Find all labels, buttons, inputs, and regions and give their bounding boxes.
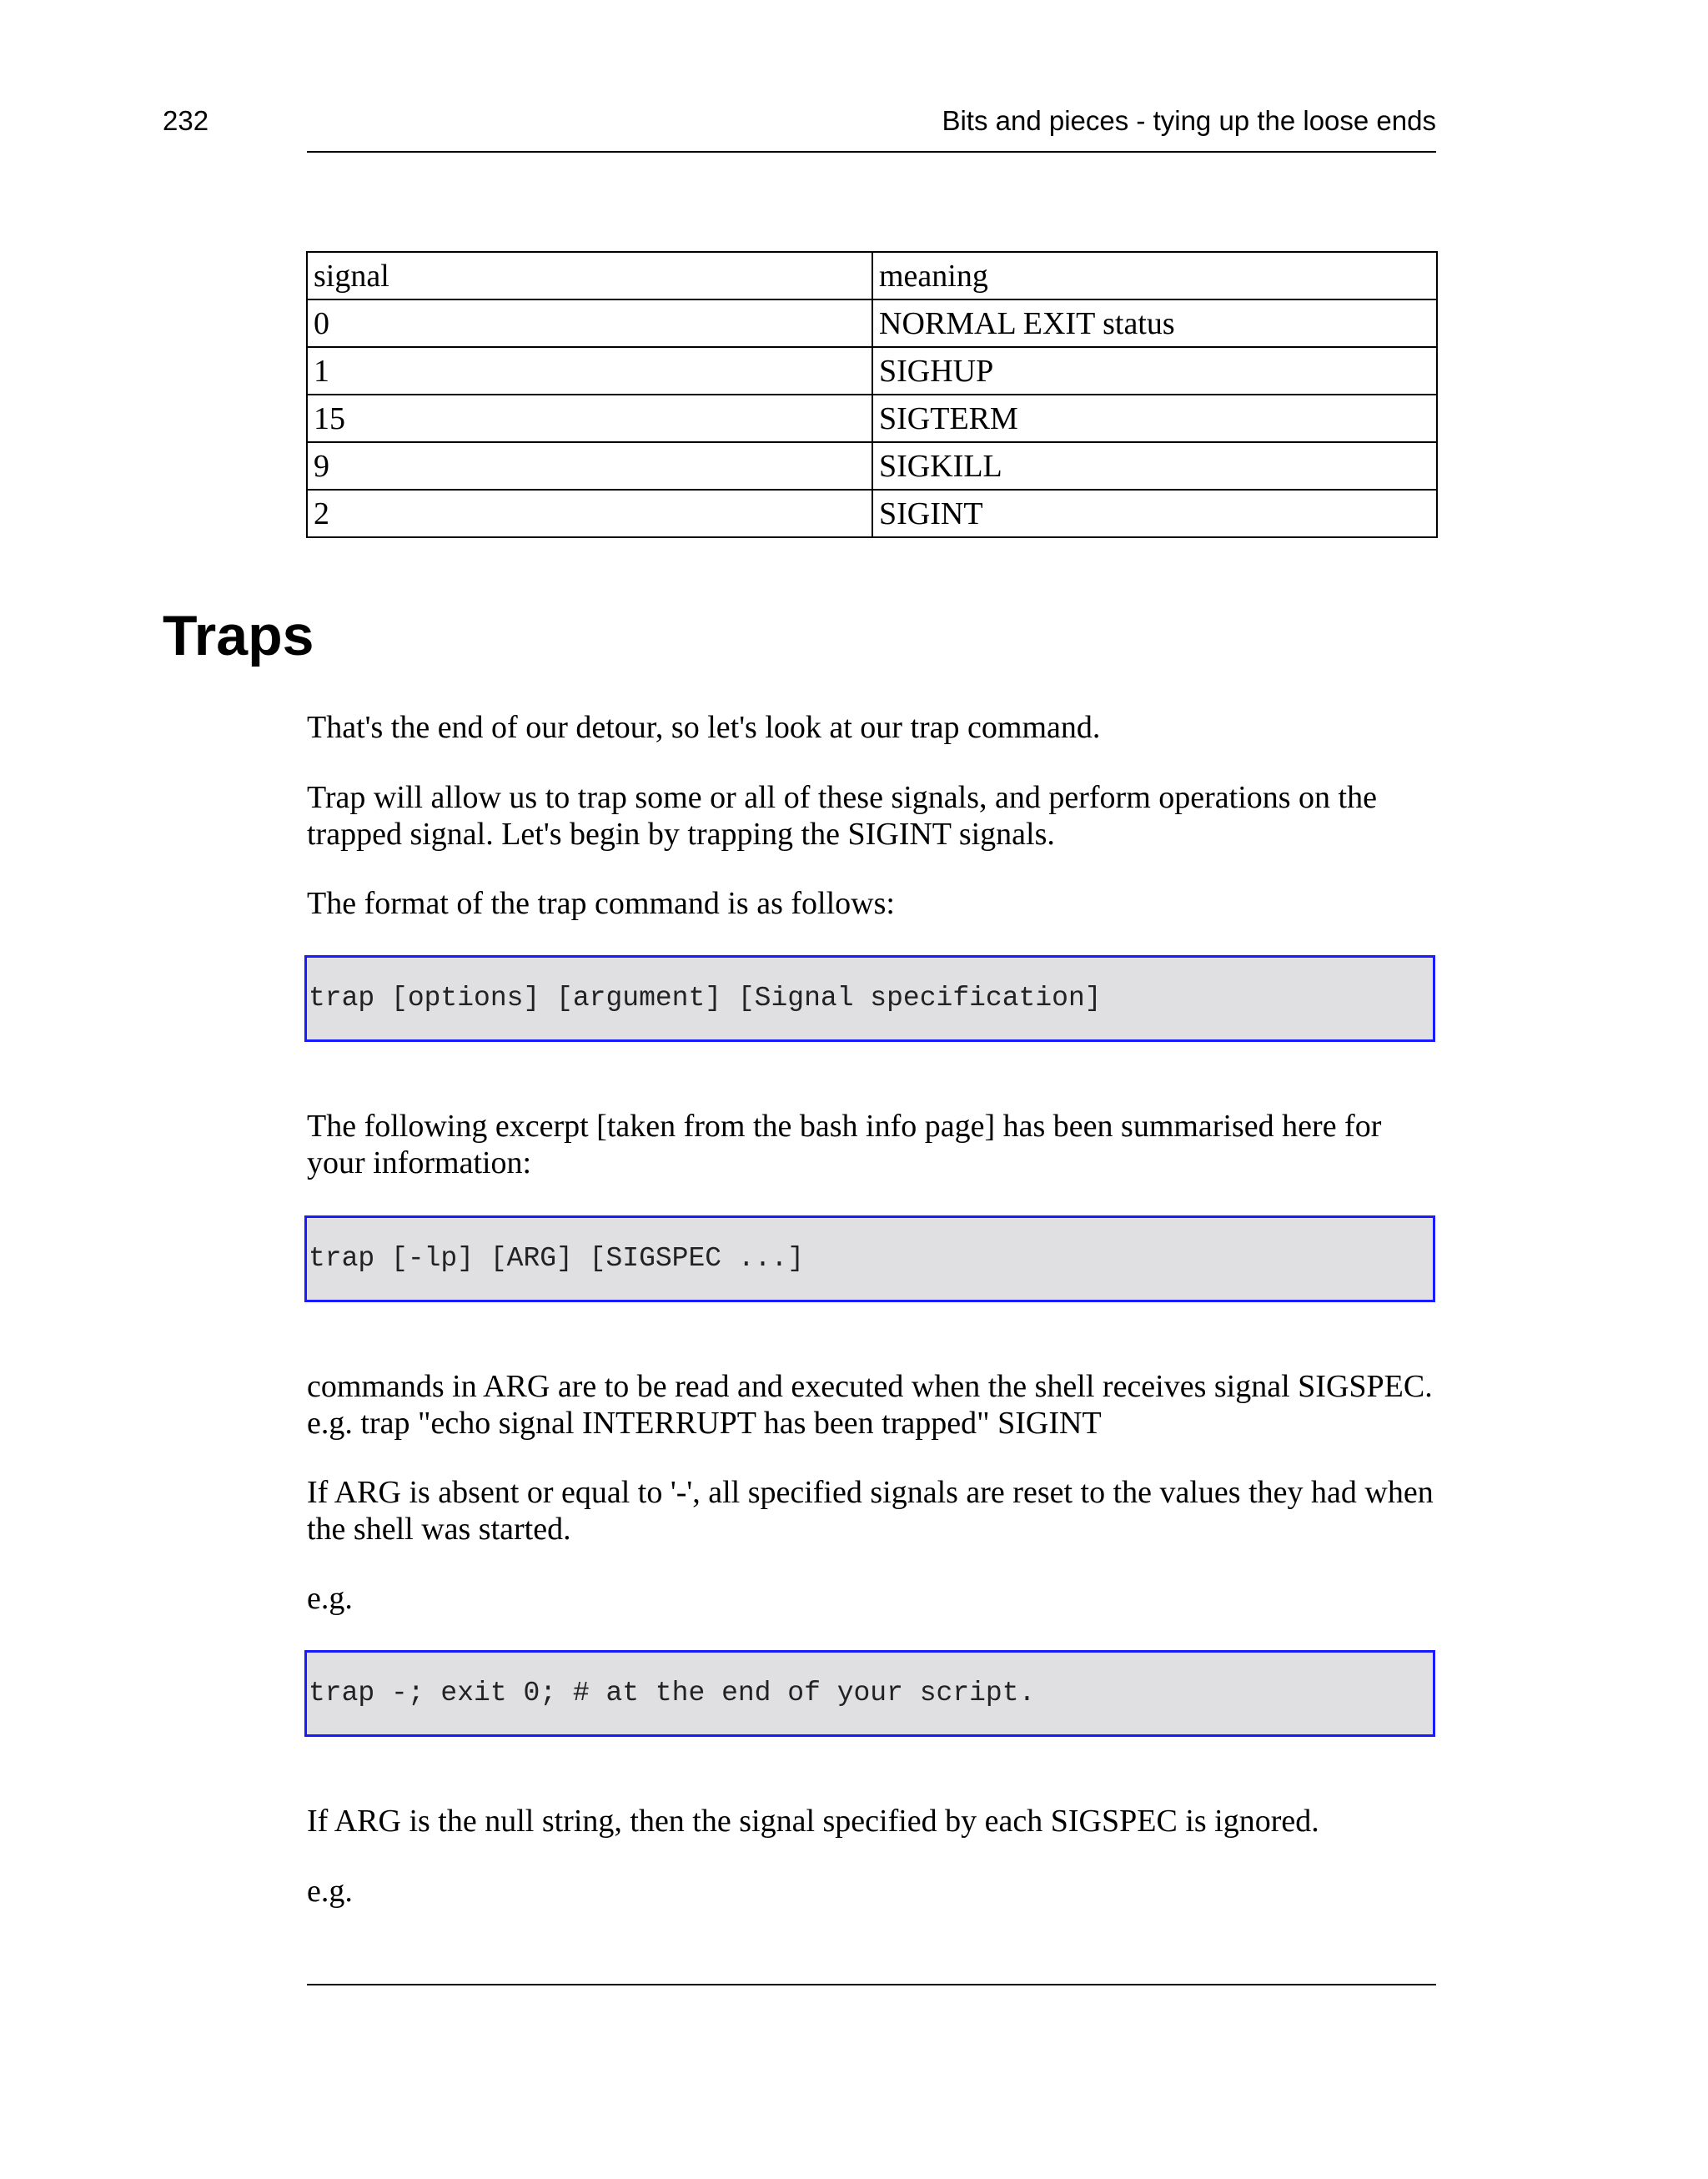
paragraph-arg-absent: If ARG is absent or equal to '-', all specified signals are reset to the values they had when the shell was started. xyxy=(307,1475,1434,1547)
paragraph-eg: e.g. xyxy=(307,1581,353,1616)
paragraph-format: The format of the trap command is as follows: xyxy=(307,886,895,921)
paragraph-detour: That's the end of our detour, so let's look at our trap command. xyxy=(307,710,1101,745)
running-title: Bits and pieces - tying up the loose ends xyxy=(942,105,1436,136)
paragraph-arg-commands: commands in ARG are to be read and executed when the shell receives signal SIGSPEC. e.g. trap "echo signal INTERRUPT has been trapped" SIGINT xyxy=(307,1369,1433,1441)
signal-cell: 9 xyxy=(307,442,872,490)
signal-cell: 1 xyxy=(307,347,872,395)
column-header-meaning: meaning xyxy=(872,252,1437,299)
footer-rule xyxy=(307,1984,1436,1985)
signals-table xyxy=(306,251,1438,538)
column-header-signal: signal xyxy=(307,252,872,299)
meaning-cell: SIGINT xyxy=(872,490,1437,537)
header-rule xyxy=(307,151,1436,153)
paragraph-excerpt: The following excerpt [taken from the bash info page] has been summarised here for your information: xyxy=(307,1109,1382,1180)
table-row xyxy=(307,442,1437,490)
meaning-cell: SIGHUP xyxy=(872,347,1437,395)
section-title: Traps xyxy=(163,604,314,667)
code-block-trap-format: trap [options] [argument] [Signal specification] xyxy=(304,955,1435,1042)
table-row xyxy=(307,395,1437,442)
table-header-row xyxy=(307,252,1437,299)
meaning-cell: SIGTERM xyxy=(872,395,1437,442)
signal-cell: 2 xyxy=(307,490,872,537)
code-block-trap-syntax: trap [-lp] [ARG] [SIGSPEC ...] xyxy=(304,1215,1435,1302)
code-block-trap-reset: trap -; exit 0; # at the end of your script. xyxy=(304,1650,1435,1737)
page-number: 232 xyxy=(163,105,209,136)
meaning-cell: SIGKILL xyxy=(872,442,1437,490)
signal-cell: 15 xyxy=(307,395,872,442)
signal-cell: 0 xyxy=(307,299,872,347)
table-row xyxy=(307,299,1437,347)
table-row xyxy=(307,490,1437,537)
page-header xyxy=(163,105,1436,138)
paragraph-null-string: If ARG is the null string, then the signal specified by each SIGSPEC is ignored. xyxy=(307,1804,1319,1839)
paragraph-trap-intro: Trap will allow us to trap some or all of these signals, and perform operations on the trapped signal. Let's begin by trapping the SIGINT signals. xyxy=(307,780,1377,852)
paragraph-eg-2: e.g. xyxy=(307,1874,353,1909)
table-row xyxy=(307,347,1437,395)
meaning-cell: NORMAL EXIT status xyxy=(872,299,1437,347)
